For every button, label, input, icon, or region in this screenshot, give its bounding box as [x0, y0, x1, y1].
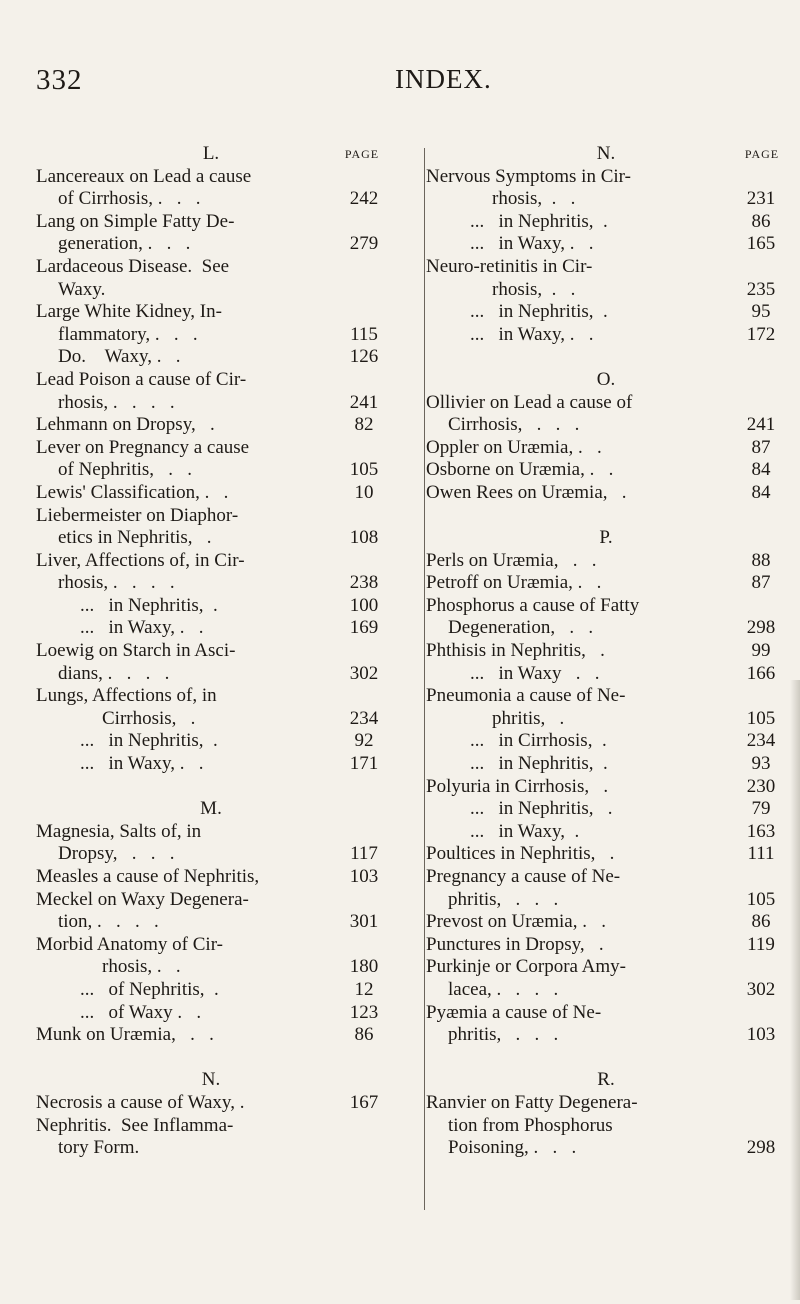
- index-entry: [426, 166, 786, 189]
- index-entry: [36, 753, 386, 776]
- index-entry-text: Necrosis a cause of Waxy, .: [36, 1091, 245, 1113]
- index-entry-page: 180: [349, 956, 379, 978]
- index-entry: [36, 414, 386, 437]
- index-entry: [426, 617, 786, 640]
- index-entry: [36, 685, 386, 708]
- running-head: INDEX.: [395, 64, 492, 94]
- index-entry-page: 279: [349, 233, 379, 255]
- index-entry-text: Liebermeister on Diaphor-: [36, 504, 239, 526]
- index-entry-text: Ranvier on Fatty Degenera-: [426, 1091, 638, 1113]
- index-entry-text: Lever on Pregnancy a cause: [36, 436, 250, 458]
- index-entry-text: Morbid Anatomy of Cir-: [36, 933, 223, 955]
- index-entry-page: 103: [349, 866, 379, 887]
- index-entry-text: Meckel on Waxy Degenera-: [36, 888, 249, 910]
- section-letter: [426, 143, 786, 166]
- index-entry-text: Degeneration, . .: [448, 617, 594, 639]
- index-entry-text: tion from Phosphorus: [448, 1114, 613, 1136]
- index-entry-page: 298: [746, 617, 776, 639]
- index-entry-text: Pregnancy a cause of Ne-: [426, 866, 621, 887]
- index-entry: [426, 572, 786, 595]
- index-entry-page: 111: [747, 843, 775, 865]
- index-entry: [36, 843, 386, 866]
- index-entry: [426, 482, 786, 505]
- index-entry-page: 298: [746, 1137, 776, 1159]
- index-entry-page: 82: [354, 414, 374, 436]
- index-entry-page: 241: [349, 391, 379, 413]
- index-entry-text: lacea, . . . .: [448, 978, 559, 1000]
- section-letter-text: L.: [202, 143, 220, 164]
- index-entry-page: 79: [751, 798, 771, 820]
- section-letter-text: R.: [597, 1069, 615, 1091]
- index-entry-text: tory Form.: [58, 1137, 140, 1159]
- index-entry: [36, 346, 386, 369]
- index-entry: [426, 663, 786, 686]
- index-entry: [426, 1115, 786, 1138]
- index-entry: [426, 911, 786, 934]
- index-entry-text: Perls on Uræmia, . .: [426, 549, 597, 571]
- index-entry-text: Pyæmia a cause of Ne-: [426, 1001, 602, 1023]
- index-entry-page: 108: [349, 527, 379, 549]
- section-gap: [426, 346, 786, 369]
- index-entry-page: 117: [350, 843, 378, 865]
- section-letter: [36, 798, 386, 821]
- index-entry-text: Lewis' Classification, . .: [36, 481, 229, 503]
- index-entry-page: 165: [746, 233, 776, 255]
- index-entry-page: 241: [746, 414, 776, 436]
- section-gap: [426, 1047, 786, 1070]
- index-entry-text: ... in Nephritis, .: [470, 210, 608, 232]
- index-entry: [426, 233, 786, 256]
- section-letter: [426, 1069, 786, 1092]
- page-column-label: PAGE: [344, 147, 380, 161]
- index-entry-page: 230: [746, 775, 776, 797]
- index-entry-page: 301: [349, 911, 379, 933]
- index-entry: [426, 188, 786, 211]
- index-entry-text: Ollivier on Lead a cause of: [426, 391, 633, 413]
- index-entry-text: Poultices in Nephritis, .: [426, 843, 615, 865]
- index-entry-text: Phthisis in Nephritis, .: [426, 640, 605, 662]
- index-entry-text: ... in Nephritis, .: [470, 798, 613, 820]
- index-entry-text: ... in Waxy, .: [470, 820, 580, 842]
- index-entry: [36, 730, 386, 753]
- index-entry: [426, 708, 786, 731]
- index-entry-text: Prevost on Uræmia, . .: [426, 911, 606, 933]
- index-entry-text: ... of Waxy . .: [80, 1001, 202, 1023]
- index-entry-text: ... in Nephritis, .: [470, 753, 608, 775]
- index-entry: [426, 550, 786, 573]
- index-entry: [426, 1092, 786, 1115]
- index-entry: [426, 1024, 786, 1047]
- index-entry-page: 123: [349, 1001, 379, 1023]
- index-entry-text: ... in Waxy, . .: [80, 617, 204, 639]
- index-entry-text: Loewig on Starch in Asci-: [36, 640, 236, 662]
- index-entry: [36, 821, 386, 844]
- index-entry: [36, 595, 386, 618]
- index-entry-text: Dropsy, . . .: [58, 843, 175, 865]
- index-entry: [36, 233, 386, 256]
- section-gap: [36, 776, 386, 799]
- index-entry-text: Lungs, Affections of, in: [36, 685, 217, 707]
- index-entry: [36, 301, 386, 324]
- section-letter-text: M.: [200, 798, 222, 820]
- index-entry: [36, 166, 386, 189]
- index-entry-page: 166: [746, 662, 776, 684]
- index-entry-page: 235: [746, 278, 776, 300]
- index-entry-text: Polyuria in Cirrhosis, .: [426, 775, 609, 797]
- index-entry-text: of Nephritis, . .: [58, 459, 193, 481]
- index-entry: [426, 211, 786, 234]
- index-entry: [36, 505, 386, 528]
- index-entry-page: 88: [751, 549, 771, 571]
- index-entry-text: ... in Nephritis, .: [80, 730, 218, 752]
- index-entry-page: 302: [746, 978, 776, 1000]
- index-entry: [36, 640, 386, 663]
- index-entry: [36, 1092, 386, 1115]
- index-entry-page: 126: [349, 346, 379, 368]
- page-column-label: PAGE: [744, 147, 780, 161]
- page-header: [0, 64, 800, 104]
- index-entry-page: 86: [751, 210, 771, 232]
- index-entry-page: 242: [349, 188, 379, 210]
- index-entry: [426, 866, 786, 889]
- index-entry-page: 115: [350, 323, 378, 345]
- index-entry: [426, 776, 786, 799]
- index-entry-text: Nervous Symptoms in Cir-: [426, 165, 631, 187]
- index-entry-text: generation, . . .: [58, 233, 191, 255]
- index-entry: [426, 934, 786, 957]
- index-entry-page: 86: [751, 911, 771, 933]
- index-entry: [36, 256, 386, 279]
- index-entry-page: 105: [746, 707, 776, 729]
- index-entry-text: ... in Waxy . .: [470, 662, 600, 684]
- index-entry: [36, 617, 386, 640]
- section-letter-text: P.: [599, 527, 613, 549]
- index-entry: [36, 211, 386, 234]
- index-entry-page: 92: [354, 730, 374, 752]
- index-entry-page: 234: [349, 707, 379, 729]
- index-entry-text: Measles a cause of Nephritis,: [36, 866, 260, 887]
- index-entry-page: 105: [746, 888, 776, 910]
- index-entry: [426, 753, 786, 776]
- index-entry-text: of Cirrhosis, . . .: [58, 188, 201, 210]
- index-entry: [426, 956, 786, 979]
- index-entry-text: Lancereaux on Lead a cause: [36, 165, 252, 187]
- section-letter: [426, 369, 786, 392]
- section-letter-text: O.: [596, 368, 616, 390]
- index-entry: [426, 730, 786, 753]
- index-entry-text: ... in Nephritis, .: [470, 301, 608, 323]
- index-entry: [36, 392, 386, 415]
- index-entry: [426, 595, 786, 618]
- page-number: 332: [36, 64, 83, 96]
- index-entry-text: rhosis, . . . .: [58, 572, 175, 594]
- index-entry: [36, 889, 386, 912]
- index-entry-text: tion, . . . .: [58, 911, 159, 933]
- index-entry: [36, 1002, 386, 1025]
- index-entry: [426, 843, 786, 866]
- index-entry-text: Cirrhosis, . . .: [448, 414, 580, 436]
- index-entry: [426, 279, 786, 302]
- index-entry-page: 84: [751, 481, 771, 503]
- index-entry: [36, 324, 386, 347]
- index-entry: [426, 324, 786, 347]
- index-entry-text: Osborne on Uræmia, . .: [426, 459, 614, 481]
- column-divider: [424, 148, 425, 1210]
- index-entry-page: 93: [751, 753, 771, 775]
- index-entry: [36, 866, 386, 889]
- index-entry: [36, 369, 386, 392]
- index-entry: [426, 821, 786, 844]
- index-entry-text: Neuro-retinitis in Cir-: [426, 255, 593, 277]
- index-entry: [36, 956, 386, 979]
- index-entry-page: 87: [751, 572, 771, 594]
- index-entry-page: 84: [751, 459, 771, 481]
- index-entry: [36, 1115, 386, 1138]
- index-entry: [426, 392, 786, 415]
- index-entry: [36, 482, 386, 505]
- index-entry-page: 119: [747, 933, 775, 955]
- index-entry-page: 167: [349, 1091, 379, 1113]
- index-entry-page: 99: [751, 640, 771, 662]
- section-gap: [36, 1047, 386, 1070]
- index-entry-page: 238: [349, 572, 379, 594]
- index-entry-page: 231: [746, 188, 776, 210]
- index-entry-text: ... in Waxy, . .: [470, 323, 594, 345]
- index-entry: [426, 301, 786, 324]
- index-entry: [36, 459, 386, 482]
- index-entry: [426, 1002, 786, 1025]
- index-entry-text: Oppler on Uræmia, . .: [426, 436, 602, 458]
- index-entry-text: rhosis, . . . .: [58, 391, 175, 413]
- index-entry-text: Petroff on Uræmia, . .: [426, 572, 602, 594]
- index-entry-text: ... of Nephritis, .: [80, 978, 219, 1000]
- index-entry-page: 234: [746, 730, 776, 752]
- index-entry: [36, 527, 386, 550]
- index-entry-text: etics in Nephritis, .: [58, 527, 212, 549]
- index-entry: [426, 414, 786, 437]
- index-entry: [36, 188, 386, 211]
- index-entry-text: Munk on Uræmia, . .: [36, 1024, 214, 1046]
- section-letter: [36, 1069, 386, 1092]
- index-entry-text: Do. Waxy, . .: [58, 346, 181, 368]
- index-entry: [426, 889, 786, 912]
- index-entry-text: Lead Poison a cause of Cir-: [36, 368, 247, 390]
- index-entry-page: 105: [349, 459, 379, 481]
- index-entry-text: rhosis, . .: [102, 956, 181, 978]
- index-entry-text: Poisoning, . . .: [448, 1137, 577, 1159]
- page-edge-shadow: [790, 680, 800, 1300]
- index-entry-text: Cirrhosis, .: [102, 707, 196, 729]
- index-entry: [36, 550, 386, 573]
- index-entry: [36, 437, 386, 460]
- index-entry-text: Liver, Affections of, in Cir-: [36, 549, 245, 571]
- index-entry-page: 87: [751, 436, 771, 458]
- index-entry: [36, 911, 386, 934]
- index-entry-text: phritis, .: [492, 707, 565, 729]
- index-entry: [36, 1137, 386, 1160]
- index-entry: [36, 279, 386, 302]
- index-entry-text: dians, . . . .: [58, 662, 170, 684]
- index-entry: [426, 979, 786, 1002]
- index-entry-text: rhosis, . .: [492, 188, 576, 210]
- section-letter-text: N.: [201, 1069, 221, 1091]
- index-entry-page: 169: [349, 617, 379, 639]
- index-entry-page: 100: [349, 594, 379, 616]
- index-entry-page: 171: [349, 753, 379, 775]
- index-entry-text: Magnesia, Salts of, in: [36, 820, 202, 842]
- index-entry-text: Phosphorus a cause of Fatty: [426, 594, 640, 616]
- section-letter: [426, 527, 786, 550]
- section-letter-text: N.: [596, 143, 616, 164]
- index-entry-text: ... in Waxy, . .: [80, 753, 204, 775]
- index-entry-text: flammatory, . . .: [58, 323, 198, 345]
- index-entry: [36, 979, 386, 1002]
- index-entry: [36, 1024, 386, 1047]
- index-entry-page: 172: [746, 323, 776, 345]
- index-entry-text: Purkinje or Corpora Amy-: [426, 956, 627, 978]
- index-entry-page: 103: [746, 1024, 776, 1046]
- index-entry-text: phritis, . . .: [448, 1024, 559, 1046]
- index-entry-text: Large White Kidney, In-: [36, 301, 222, 323]
- index-entry: [36, 708, 386, 731]
- index-entry-text: Lardaceous Disease. See: [36, 255, 230, 277]
- index-entry: [36, 663, 386, 686]
- index-entry: [426, 640, 786, 663]
- index-entry-text: ... in Nephritis, .: [80, 594, 218, 616]
- index-entry-page: 10: [354, 481, 374, 503]
- section-gap: [426, 505, 786, 528]
- index-entry-text: Owen Rees on Uræmia, .: [426, 481, 627, 503]
- index-entry-text: Punctures in Dropsy, .: [426, 933, 604, 955]
- index-entry-text: ... in Cirrhosis, .: [470, 730, 607, 752]
- section-letter: [36, 143, 386, 166]
- index-entry: [426, 1137, 786, 1160]
- index-entry-page: 163: [746, 820, 776, 842]
- index-entry: [426, 798, 786, 821]
- index-entry: [426, 685, 786, 708]
- index-entry-text: Lang on Simple Fatty De-: [36, 210, 235, 232]
- index-entry: [36, 572, 386, 595]
- right-column: [426, 143, 786, 1160]
- index-entry-page: 302: [349, 662, 379, 684]
- index-entry-text: phritis, . . .: [448, 888, 559, 910]
- index-entry-text: rhosis, . .: [492, 278, 576, 300]
- index-entry: [36, 934, 386, 957]
- index-entry-text: Lehmann on Dropsy, .: [36, 414, 215, 436]
- index-entry-text: ... in Waxy, . .: [470, 233, 594, 255]
- index-entry: [426, 459, 786, 482]
- left-column: [36, 143, 386, 1160]
- index-entry-page: 86: [354, 1024, 374, 1046]
- index-entry: [426, 256, 786, 279]
- index-entry-page: 95: [751, 301, 771, 323]
- index-entry-text: Waxy.: [58, 278, 106, 300]
- index-entry: [426, 437, 786, 460]
- index-entry-page: 12: [354, 978, 374, 1000]
- index-entry-text: Pneumonia a cause of Ne-: [426, 685, 626, 707]
- index-entry-text: Nephritis. See Inflamma-: [36, 1114, 234, 1136]
